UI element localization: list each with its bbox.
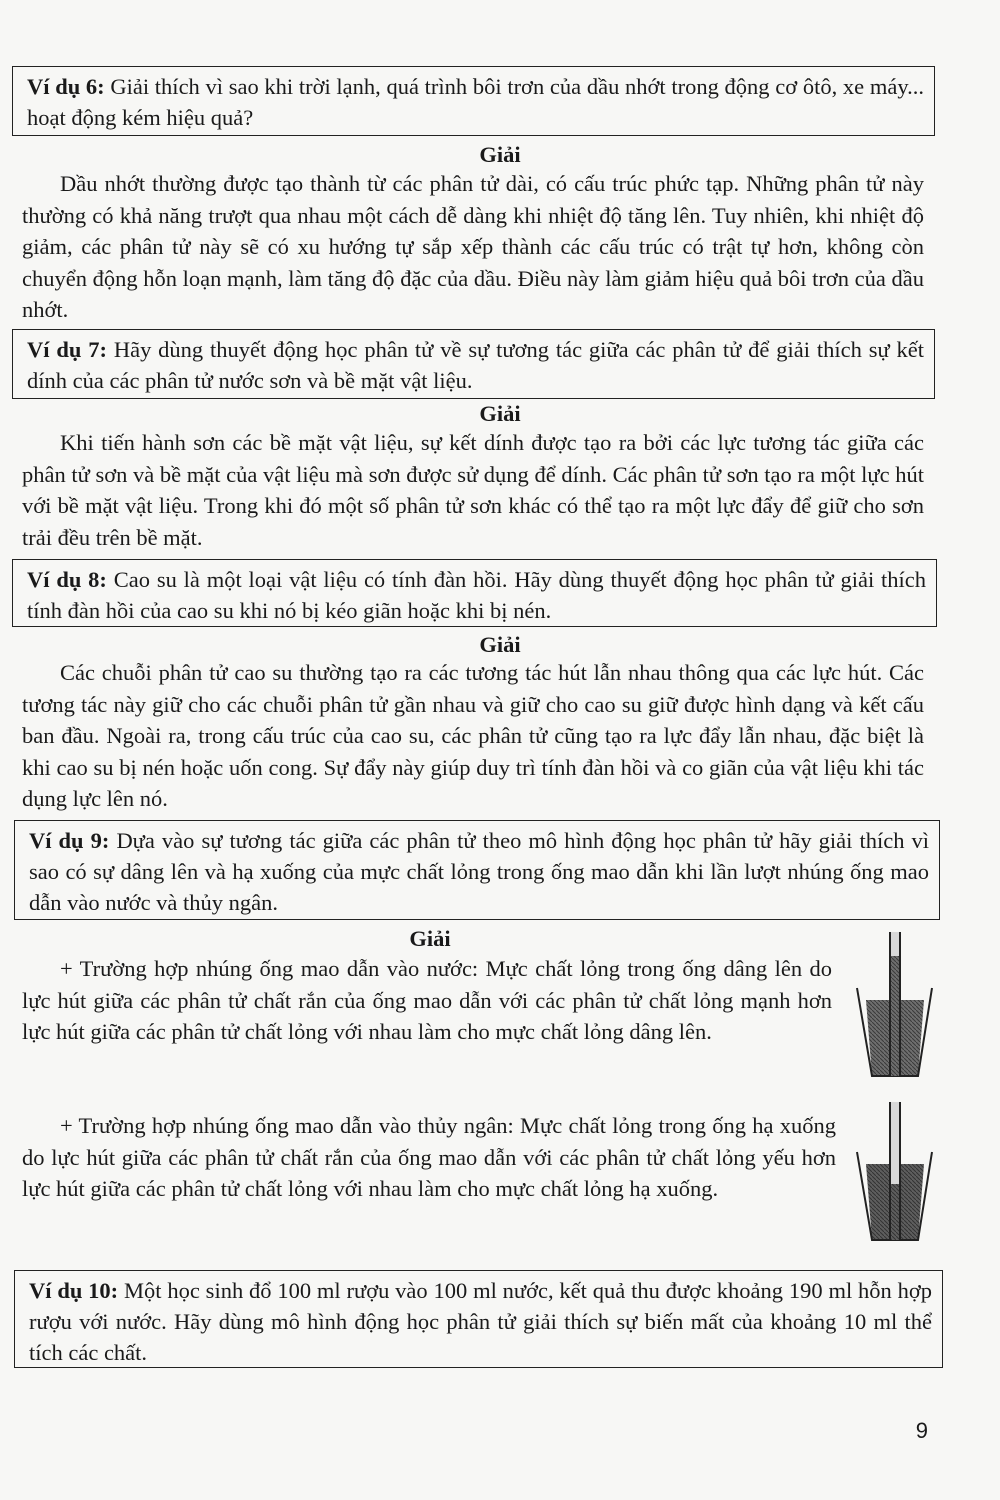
example-8-question: Cao su là một loại vật liệu có tính đàn hồi. Hãy dùng thuyết động học phân tử giải thích tính đàn hồi của cao su khi nó bị kéo giãn hoặc khi bị nén.	[27, 567, 927, 623]
page-number: 9	[915, 1418, 928, 1443]
example-6-solution-heading: Giải	[479, 142, 521, 167]
example-9-case-water: + Trường hợp nhúng ống mao dẫn vào nước: Mực chất lỏng trong ống dâng lên do lực hút giữa các phân tử chất rắn của ống mao dẫn với các phân tử chất lỏng mạnh hơn lực hút giữa các phân tử chất lỏng với nhau làm cho mực chất lỏng dâng lên.	[22, 956, 832, 1044]
example-7-question: Hãy dùng thuyết động học phân tử về sự tương tác giữa các phân tử để giải thích sự kết dính của các phân tử nước sơn và bề mặt vật liệu.	[27, 337, 924, 393]
example-9-question: Dựa vào sự tương tác giữa các phân tử theo mô hình động học phân tử hãy giải thích vì sao có sự dâng lên và hạ xuống của mực chất lỏng trong ống mao dẫn khi lần lượt nhúng ống mao dẫn vào nước và thủy ngân.	[29, 828, 930, 915]
capillary-mercury-beaker-illustration	[852, 1100, 938, 1245]
example-8-label: Ví dụ 8:	[27, 567, 107, 592]
example-9-solution-heading: Giải	[409, 926, 451, 951]
example-6-question: Giải thích vì sao khi trời lạnh, quá trình bôi trơn của dầu nhớt trong động cơ ôtô, xe máy... hoạt động kém hiệu quả?	[27, 74, 924, 130]
example-7-solution-heading: Giải	[479, 401, 521, 426]
example-8-solution: Các chuỗi phân tử cao su thường tạo ra các tương tác hút lẫn nhau thông qua các lực hút. Các tương tác này giữ cho các chuỗi phân tử gần nhau và giữ cho cao su giữ được hình dạng và kết cấu ban đầu. Ngoài ra, trong cấu trúc của cao su, các phân tử cũng tạo ra lực đẩy lẫn nhau, đặc biệt là khi cao su bị nén hoặc uốn cong. Sự đẩy này giúp duy trì tính đàn hồi và co giãn của vật liệu khi tác dụng lực lên nó.	[22, 660, 924, 811]
example-6-box	[12, 66, 935, 136]
example-10-box	[14, 1270, 943, 1368]
example-7-label: Ví dụ 7:	[27, 337, 107, 362]
capillary-water-beaker-illustration	[852, 930, 938, 1080]
example-7-box	[12, 329, 935, 399]
example-9-label: Ví dụ 9:	[29, 828, 110, 853]
example-9-box	[14, 820, 940, 920]
example-10-question: Một học sinh đổ 100 ml rượu vào 100 ml nước, kết quả thu được khoảng 190 ml hỗn hợp rượu với nước. Hãy dùng mô hình động học phân tử giải thích sự biến mất của khoảng 10 ml thể tích các chất.	[29, 1278, 933, 1365]
example-6-solution: Dầu nhớt thường được tạo thành từ các phân tử dài, có cấu trúc phức tạp. Những phân tử này thường có khả năng trượt qua nhau một cách dễ dàng khi nhiệt độ tăng lên. Tuy nhiên, khi nhiệt độ giảm, các phân tử này sẽ có xu hướng tự sắp xếp thành các cấu trúc có trật tự hơn, không còn chuyển động hỗn loạn mạnh, làm tăng độ đặc của dầu. Điều này làm giảm hiệu quả bôi trơn của dầu nhớt.	[22, 171, 924, 322]
example-9-case-mercury: + Trường hợp nhúng ống mao dẫn vào thủy ngân: Mực chất lỏng trong ống hạ xuống do lực hút giữa các phân tử chất rắn của ống mao dẫn với các phân tử chất lỏng yếu hơn lực hút giữa các phân tử chất lỏng với nhau làm cho mực chất lỏng hạ xuống.	[22, 1113, 836, 1201]
example-8-box	[12, 559, 937, 627]
example-8-solution-heading: Giải	[479, 632, 521, 657]
example-6-label: Ví dụ 6:	[27, 74, 105, 99]
example-7-solution: Khi tiến hành sơn các bề mặt vật liệu, sự kết dính được tạo ra bởi các lực tương tác giữa các phân tử sơn và bề mặt của vật liệu mà sơn được sử dụng để dính. Các phân tử sơn tạo ra một lực hút với bề mặt vật liệu. Trong khi đó một số phân tử sơn khác có thể tạo ra một lực đẩy để giữ cho sơn trải đều trên bề mặt.	[22, 430, 924, 550]
example-10-label: Ví dụ 10:	[29, 1278, 119, 1303]
